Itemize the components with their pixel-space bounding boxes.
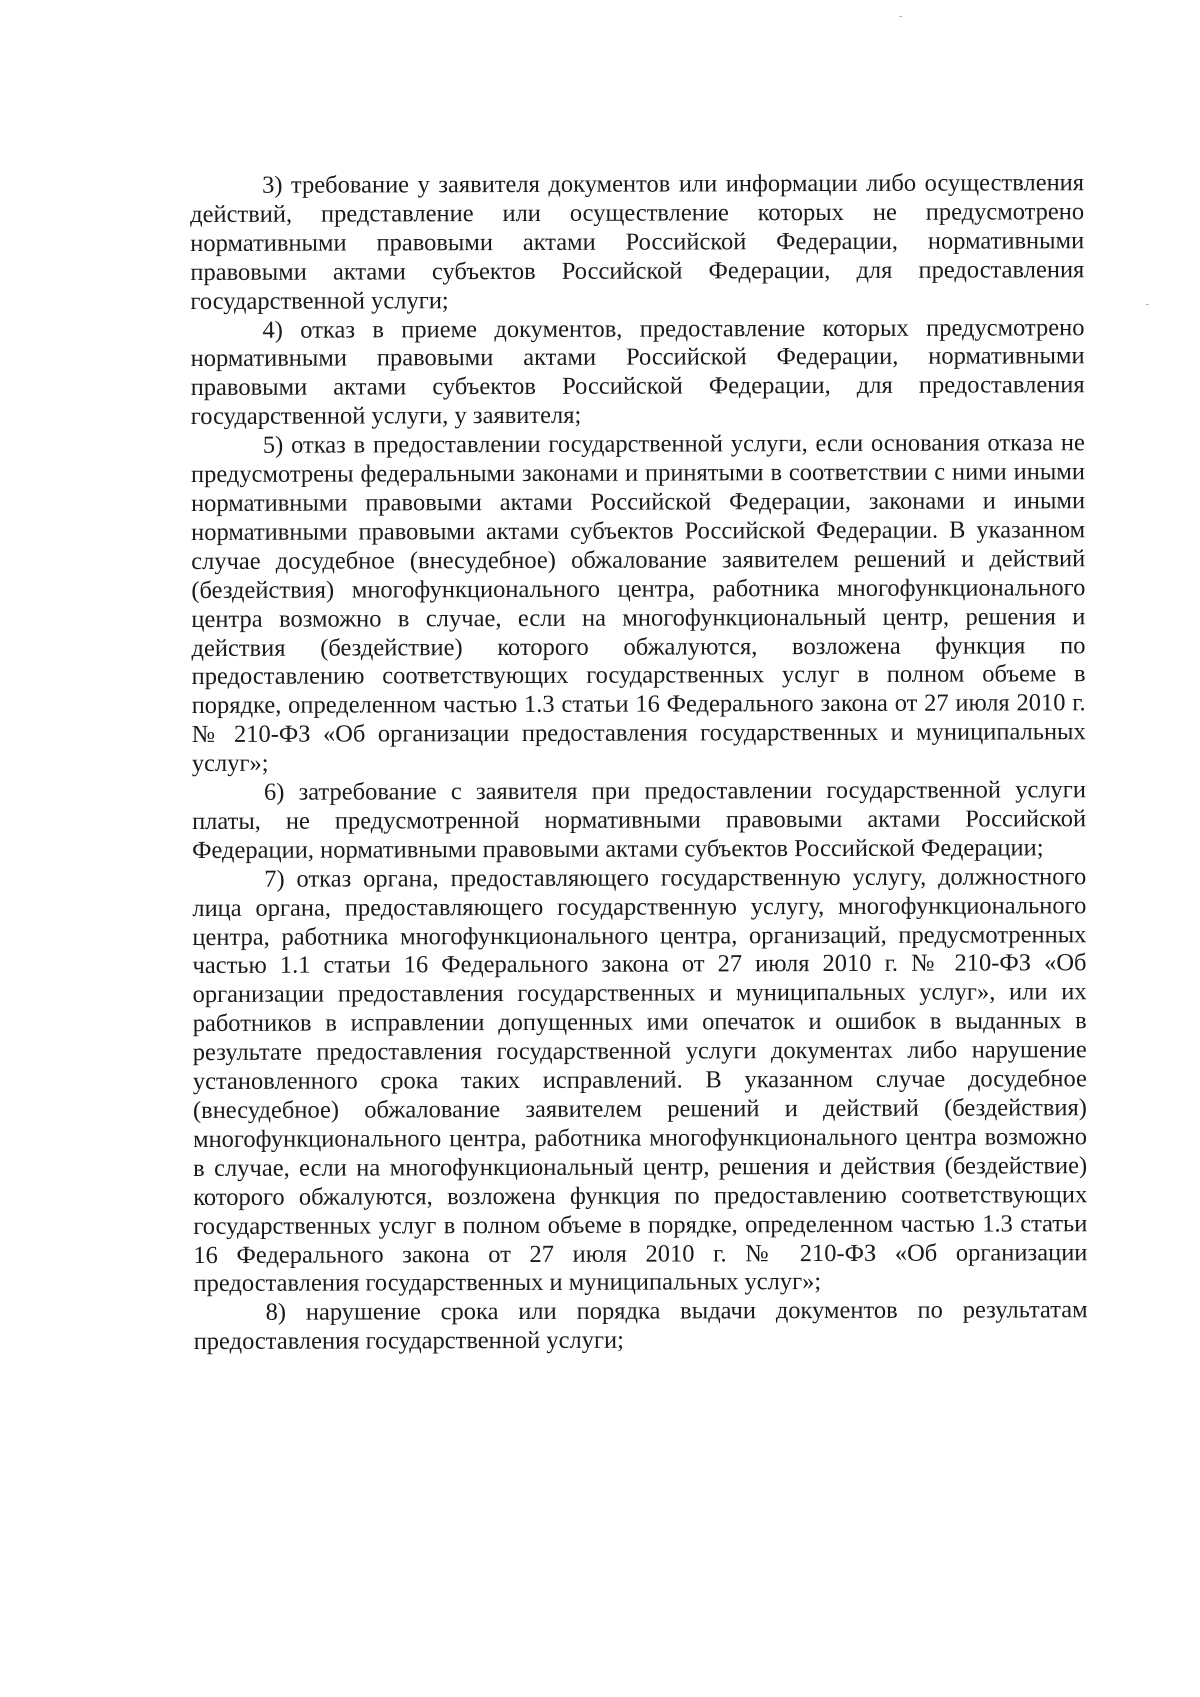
paragraph-item-8: 8) нарушение срока или порядка выдачи документов по результатам предоставления государственной услуги; [193,1296,1088,1356]
paragraph-item-6: 6) затребование с заявителя при предоставлении государственной услуги платы, не предусмотренной нормативными правовыми актами Российской Федерации, нормативными правовыми актами субъектов Российской Федерации; [191,776,1087,864]
paragraph-item-4: 4) отказ в приеме документов, предоставление которых предусмотрено нормативными правовыми актами Российской Федерации, нормативными правовыми актами субъектов Российской Федерации, для предоставления государственной услуги, у заявителя; [190,313,1085,431]
paragraph-item-3: 3) требование у заявителя документов или информации либо осуществления действий, представление или осуществление которых не предусмотрено нормативными правовыми актами Российской Федерации, нормативными правовыми актами субъектов Российской Федерации, для предоставления государственной услуги; [190,169,1085,315]
paragraph-item-7: 7) отказ органа, предоставляющего государственную услугу, должностного лица органа, предоставляющего государственную услугу, многофункционального центра, работника многофункционального центра, организаций, предусмотренных частью 1.1 статьи 16 Федерального закона от 27 июля 2010 г. № 210-ФЗ «Об организации предоставления государственных и муниципальных услуг», или их работников в исправлении допущенных ими опечаток и ошибок в выданных в результате предоставления государственной услуги документах либо нарушение установленного срока таких исправлений. В указанном случае досудебное (внесудебное) обжалование заявителем решений и действий (бездействия) многофункционального центра, работника многофункционального центра возможно в случае, если на многофункциональный центр, решения и действия (бездействие) которого обжалуются, возложена функция по предоставлению соответствующих государственных услуг в полном объеме в порядке, определенном частью 1.3 статьи 16 Федерального закона от 27 июля 2010 г. № 210-ФЗ «Об организации предоставления государственных и муниципальных услуг»; [192,862,1088,1298]
paragraph-item-5: 5) отказ в предоставлении государственной услуги, если основания отказа не предусмотрены федеральными законами и принятыми в соответствии с ними иными нормативными правовыми актами Российской Федерации, законами и иными нормативными правовыми актами субъектов Российской Федерации. В указанном случае досудебное (внесудебное) обжалование заявителем решений и действий (бездействия) многофункционального центра, работника многофункционального центра возможно в случае, если на многофункциональный центр, решения и действия (бездействие) которого обжалуются, возложена функция по предоставлению соответствующих государственных услуг в полном объеме в порядке, определенном частью 1.3 статьи 16 Федерального закона от 27 июля 2010 г. № 210-ФЗ «Об организации предоставления государственных и муниципальных услуг»; [190,429,1086,778]
scan-mark [1146,304,1149,305]
document-body [190,169,1088,1357]
scan-mark [899,16,902,17]
